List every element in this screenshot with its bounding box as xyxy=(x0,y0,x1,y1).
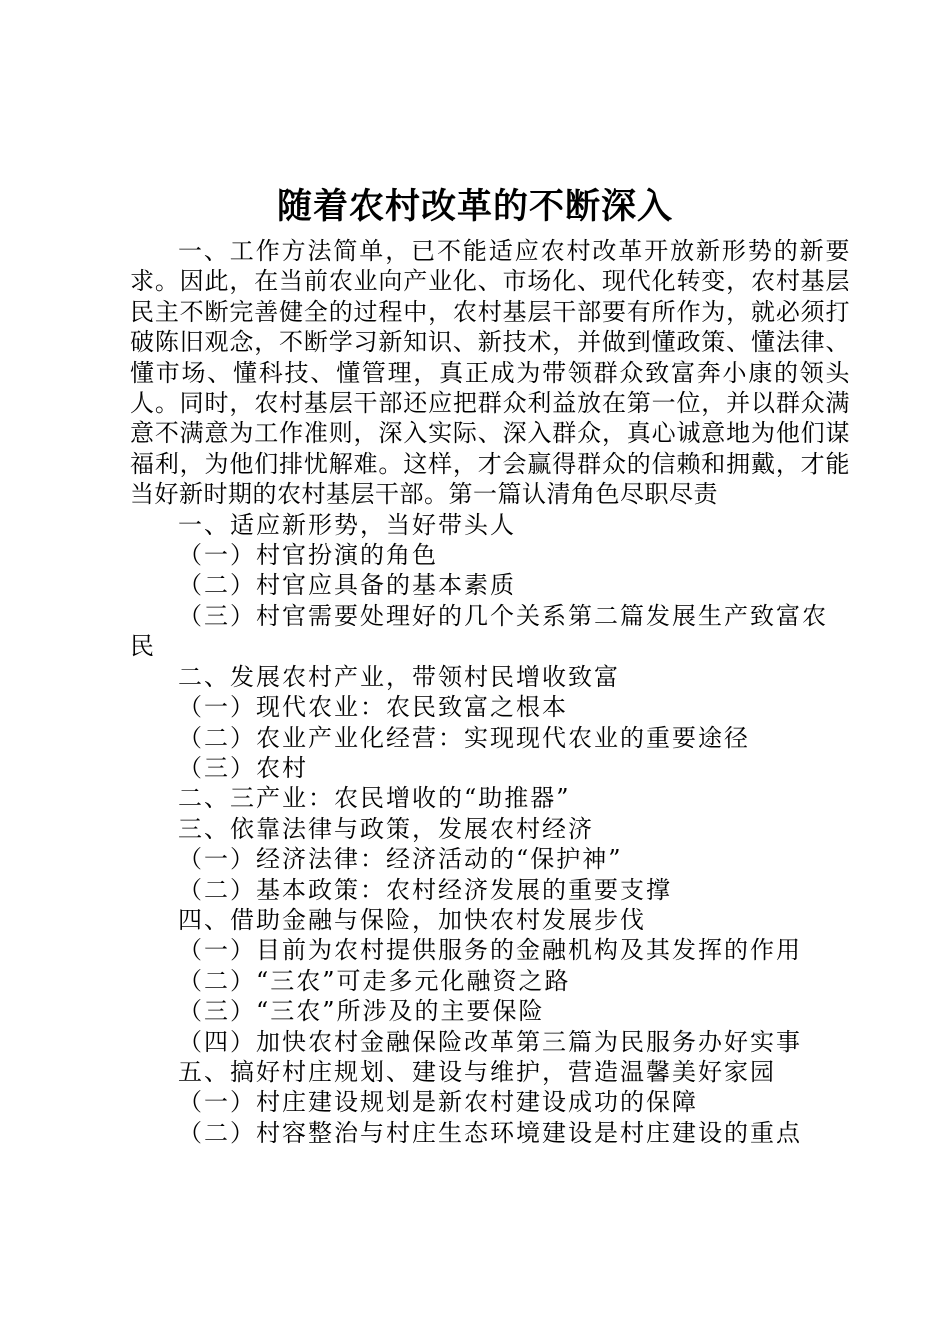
subsection-line: （二）农业产业化经营：实现现代农业的重要途径 xyxy=(178,723,750,752)
section-heading: 三、依靠法律与政策，发展农村经济 xyxy=(178,814,594,843)
subsection-line: （二）村容整治与村庄生态环境建设是村庄建设的重点 xyxy=(178,1118,802,1147)
subsection-line: （二）“三农”可走多元化融资之路 xyxy=(178,966,571,995)
subsection-line: （二）村官应具备的基本素质 xyxy=(178,571,516,600)
section-heading: 二、三产业：农民增收的“助推器” xyxy=(178,784,571,813)
subsection-line: （一）现代农业：农民致富之根本 xyxy=(178,693,568,722)
subsection-line: （三）村官需要处理好的几个关系第二篇发展生产致富农民 xyxy=(130,601,828,661)
subsection-line: （一）目前为农村提供服务的金融机构及其发挥的作用 xyxy=(178,936,802,965)
subsection-line: （一）村官扮演的角色 xyxy=(178,541,438,570)
intro-paragraph: 一、工作方法简单，已不能适应农村改革开放新形势的新要求。因此，在当前农业向产业化、市场化、现代化转变，农村基层民主不断完善健全的过程中，农村基层干部要有所作为，就必须打破陈旧观念，不断学习新知识、新技术，并做到懂政策、懂法律、懂市场、懂科技、懂管理，真正成为带领群众致富奔小康的领头人。同时，农村基层干部还应把群众利益放在第一位，并以群众满意不满意为工作准则，深入实际、深入群众，真心诚意地为他们谋福利，为他们排忧解难。这样，才会赢得群众的信赖和拥戴，才能当好新时期的农村基层干部。第一篇认清角色尽职尽责 xyxy=(130,237,850,509)
subsection-line: （一）经济法律：经济活动的“保护神” xyxy=(178,845,623,874)
section-heading: 一、适应新形势，当好带头人 xyxy=(178,510,516,539)
subsection-line: （一）村庄建设规划是新农村建设成功的保障 xyxy=(178,1088,698,1117)
section-heading: 五、搞好村庄规划、建设与维护，营造温馨美好家园 xyxy=(178,1057,776,1086)
section-heading: 二、发展农村产业，带领村民增收致富 xyxy=(178,662,620,691)
subsection-line: （三）“三农”所涉及的主要保险 xyxy=(178,997,545,1026)
subsection-line: （二）基本政策：农村经济发展的重要支撑 xyxy=(178,875,672,904)
subsection-line: （三）农村 xyxy=(178,753,308,782)
document-title: 随着农村改革的不断深入 xyxy=(276,186,673,227)
subsection-line: （四）加快农村金融保险改革第三篇为民服务办好实事 xyxy=(178,1027,802,1056)
section-heading: 四、借助金融与保险，加快农村发展步伐 xyxy=(178,905,646,934)
document-body xyxy=(130,236,850,1148)
